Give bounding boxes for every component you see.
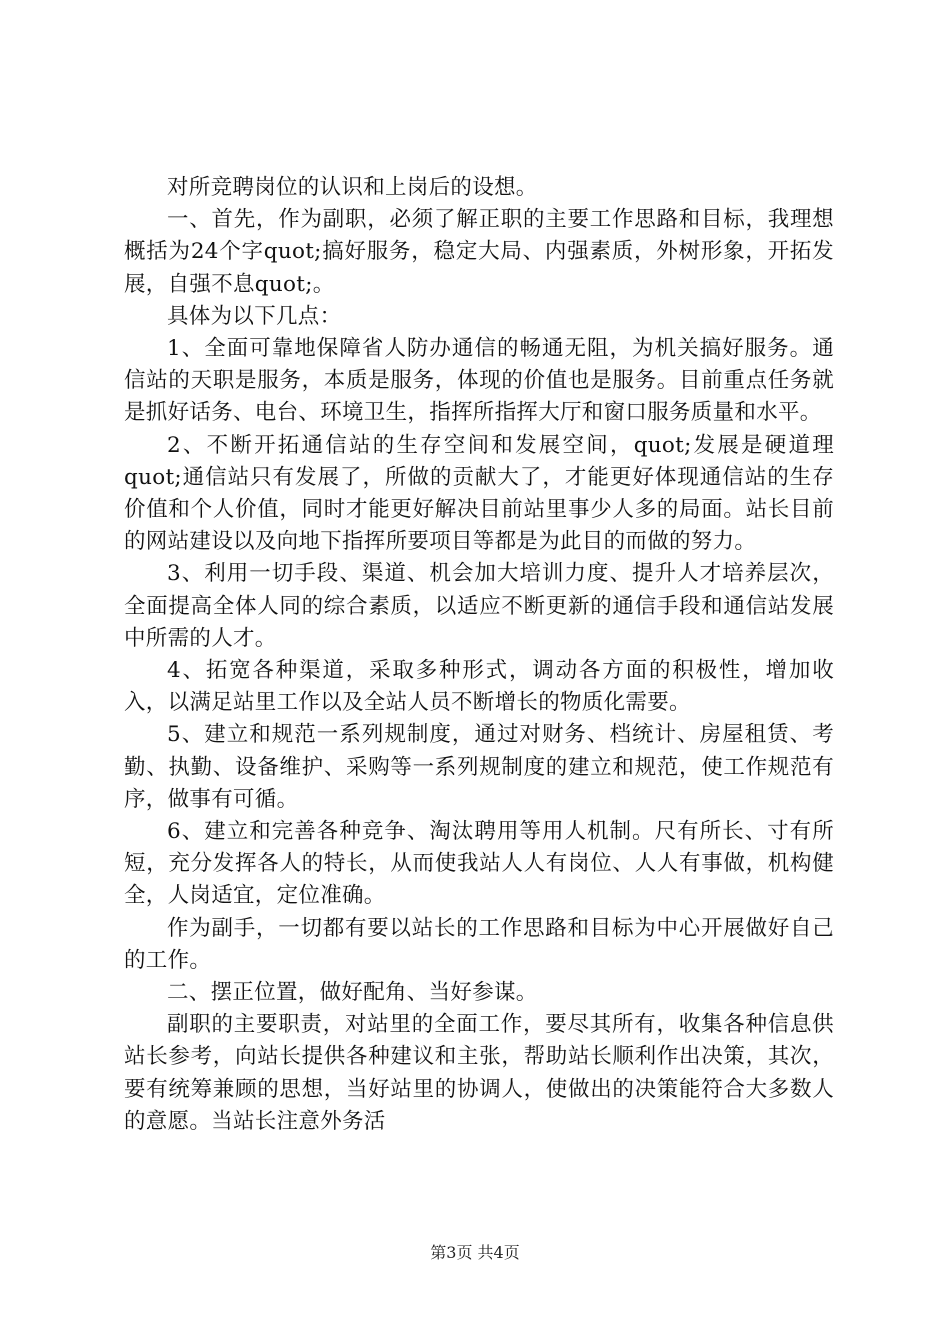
paragraph-duties: 副职的主要职责，对站里的全面工作，要尽其所有，收集各种信息供站长参考，向站长提供各种建议和主张，帮助站长顺利作出决策，其次，要有统筹兼顾的思想，当好站里的协调人，使做出的决策能符合大多数人的意愿。当站长注意外务活	[124, 1012, 834, 1134]
paragraph-section-2: 二、摆正位置，做好配角、当好参谋。	[167, 980, 538, 1006]
document-body	[124, 172, 834, 1138]
paragraph-section-1: 一、首先，作为副职，必须了解正职的主要工作思路和目标，我理想概括为24个字quot;搞好服务，稳定大局、内强素质，外树形象，开拓发展，自强不息quot;。	[124, 207, 834, 297]
paragraph-point-6: 6、建立和完善各种竞争、淘汰聘用等用人机制。尺有所长、寸有所短，充分发挥各人的特长，从而使我站人人有岗位、人人有事做，机构健全，人岗适宜，定位准确。	[124, 819, 834, 909]
paragraph-deputy-role: 作为副手，一切都有要以站长的工作思路和目标为中心开展做好自己的工作。	[124, 915, 834, 973]
paragraph-point-1: 1、全面可靠地保障省人防办通信的畅通无阻，为机关搞好服务。通信站的天职是服务，本质是服务，体现的价值也是服务。目前重点任务就是抓好话务、电台、环境卫生，指挥所指挥大厅和窗口服务质量和水平。	[124, 336, 834, 426]
paragraph-point-3: 3、利用一切手段、渠道、机会加大培训力度、提升人才培养层次，全面提高全体人同的综合素质，以适应不断更新的通信手段和通信站发展中所需的人才。	[124, 561, 834, 651]
paragraph-points-intro: 具体为以下几点：	[167, 303, 342, 329]
paragraph-point-5: 5、建立和规范一系列规制度，通过对财务、档统计、房屋租赁、考勤、执勤、设备维护、采购等一系列规制度的建立和规范，使工作规范有序，做事有可循。	[124, 722, 834, 812]
paragraph-point-4: 4、拓宽各种渠道，采取多种形式，调动各方面的积极性，增加收入，以满足站里工作以及全站人员不断增长的物质化需要。	[124, 658, 834, 716]
page-footer: 第3页 共4页	[430, 1243, 520, 1262]
paragraph-intro: 对所竞聘岗位的认识和上岗后的设想。	[167, 175, 538, 200]
paragraph-point-2: 2、不断开拓通信站的生存空间和发展空间，quot;发展是硬道理quot;通信站只有发展了，所做的贡献大了，才能更好体现通信站的生存价值和个人价值，同时才能更好解决目前站里事少人多的局面。站长目前的网站建设以及向地下指挥所要项目等都是为此目的而做的努力。	[124, 432, 834, 555]
